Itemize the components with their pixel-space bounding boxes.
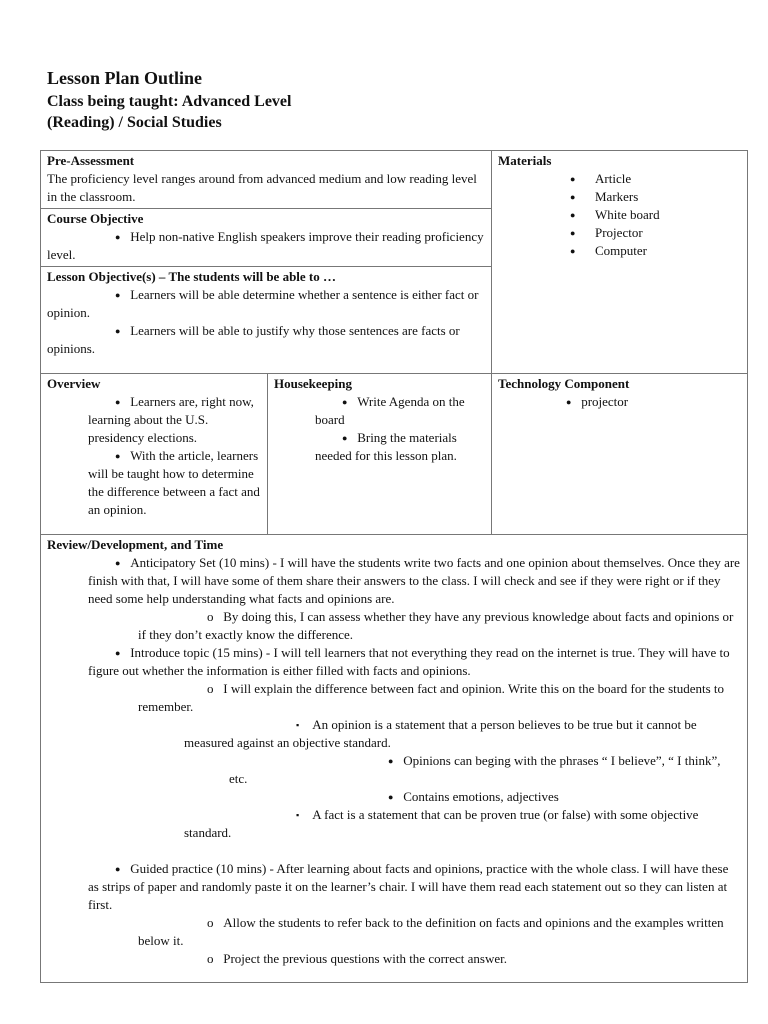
document-title: Lesson Plan Outline: [47, 68, 203, 88]
bullet-icon: ●: [115, 864, 121, 874]
bullet-icon: ●: [115, 326, 121, 336]
review-cell: [41, 535, 748, 983]
list-item: o Project the previous questions with the correct answer.: [207, 951, 508, 966]
pre-assessment-heading: Pre-Assessment: [47, 153, 135, 168]
bullet-icon: ●: [566, 397, 572, 407]
square-bullet-icon: ▪: [296, 720, 300, 730]
technology-cell: [492, 374, 748, 535]
course-objective-cell: [41, 209, 492, 267]
circle-bullet-icon: o: [207, 609, 214, 624]
class-line: Class being taught: Advanced Level: [47, 93, 292, 110]
review-heading: Review/Development, and Time: [47, 537, 224, 552]
materials-heading: Materials: [498, 153, 552, 168]
overview-cell: [41, 374, 268, 535]
materials-list: [498, 170, 741, 260]
list-item: ● Markers: [595, 188, 741, 206]
list-item: ● With the article, learners will be taught how to determine the difference between a fact and an opinion.: [88, 448, 260, 517]
lesson-objectives-cell: [41, 267, 492, 374]
list-item: o By doing this, I can assess whether they have any previous knowledge about facts and opinions or if they don’t exactly know the difference.: [138, 609, 734, 642]
bullet-icon: ●: [342, 397, 348, 407]
bullet-icon: ●: [342, 433, 348, 443]
list-item: [47, 228, 485, 264]
list-item: ● Computer: [595, 242, 741, 260]
list-item: ▪ An opinion is a statement that a person believes to be true but it cannot be measured against an objective standard.: [184, 717, 697, 750]
list-item: o Allow the students to refer back to the definition on facts and opinions and the examples written below it.: [138, 915, 724, 948]
list-item: ● Contains emotions, adjectives: [388, 789, 559, 804]
housekeeping-cell: [268, 374, 492, 535]
bullet-icon: ●: [388, 756, 394, 766]
pre-assessment-cell: [41, 151, 492, 209]
circle-bullet-icon: o: [207, 915, 214, 930]
bullet-icon: ●: [115, 648, 121, 658]
list-item: ● Introduce topic (15 mins) - I will tell learners that not everything they read on the internet is true. They will have to figure out whether the information is either filled with facts and opinions.: [88, 645, 730, 678]
overview-heading: Overview: [47, 376, 101, 391]
bullet-icon: ●: [115, 558, 121, 568]
bullet-icon: ●: [388, 792, 394, 802]
course-objective-heading: Course Objective: [47, 211, 144, 226]
list-item: ● White board: [595, 206, 741, 224]
list-item: ● Learners will be able determine whether a sentence is either fact or opinion.: [47, 287, 479, 320]
bullet-icon: ●: [115, 451, 121, 461]
list-item: ● Write Agenda on the board: [315, 394, 465, 427]
list-item: ● Guided practice (10 mins) - After learning about facts and opinions, practice with the whole class. I will have these as strips of paper and randomly paste it on the learner’s chair. I will have them read each statement out so they can listen at first.: [88, 861, 729, 912]
circle-bullet-icon: o: [207, 681, 214, 696]
list-item: ● Anticipatory Set (10 mins) - I will have the students write two facts and one opinion about themselves. Once they are finish with that, I will have some of them share their answers to the class. I will check and see if they were right or if they need some help understanding what facts and opinions are.: [88, 555, 740, 606]
list-item: ● Article: [595, 170, 741, 188]
list-item: ● Opinions can beging with the phrases “ I believe”, “ I think”, etc.: [229, 753, 721, 786]
subject-line: (Reading) / Social Studies: [47, 114, 222, 131]
pre-assessment-text: The proficiency level ranges around from advanced medium and low reading level in the classroom.: [47, 171, 477, 204]
circle-bullet-icon: o: [207, 951, 214, 966]
list-item: ● projector: [566, 394, 629, 409]
lesson-objectives-heading: Lesson Objective(s) – The students will be able to …: [47, 269, 337, 284]
list-item: ▪ A fact is a statement that can be proven true (or false) with some objective standard.: [184, 807, 699, 840]
list-item: o I will explain the difference between fact and opinion. Write this on the board for the students to remember.: [138, 681, 725, 714]
lesson-plan-table: [40, 150, 748, 983]
materials-cell: [492, 151, 748, 374]
list-item: ● Learners will be able to justify why those sentences are facts or opinions.: [47, 323, 460, 356]
course-objective-text: Help non-native English speakers improve their reading proficiency level.: [47, 229, 484, 262]
bullet-icon: ●: [115, 290, 121, 300]
square-bullet-icon: ▪: [296, 810, 300, 820]
bullet-icon: ●: [115, 397, 121, 407]
bullet-icon: ●: [115, 232, 121, 242]
list-item: ● Learners are, right now, learning about the U.S. presidency elections.: [88, 394, 254, 445]
technology-heading: Technology Component: [498, 376, 630, 391]
list-item: ● Projector: [595, 224, 741, 242]
list-item: ● Bring the materials needed for this lesson plan.: [315, 430, 457, 463]
housekeeping-heading: Housekeeping: [274, 376, 353, 391]
